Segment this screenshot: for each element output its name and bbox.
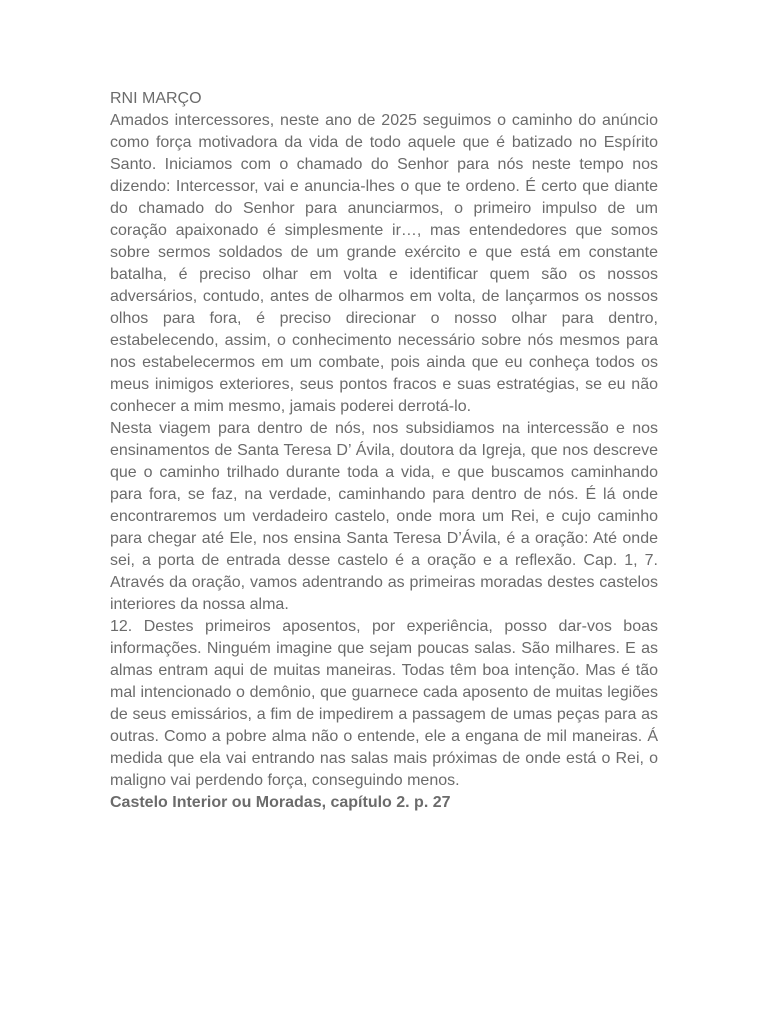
document-heading: RNI MARÇO <box>110 90 202 107</box>
citation-reference: Castelo Interior ou Moradas, capítulo 2. p. 27 <box>110 794 451 811</box>
paragraph-quote: 12. Destes primeiros aposentos, por experiência, posso dar-vos boas informações. Ninguém imagine que sejam poucas salas. São milhares. E as almas entram aqui de muitas maneiras. Todas têm boa intenção. Mas é tão mal intencionado o demônio, que guarnece cada aposento de muitas legiões de seus emissários, a fim de impedirem a passagem de umas peças para as outras. Como a pobre alma não o entende, ele a engana de mil maneiras. Á medida que ela vai entrando nas salas mais próximas de onde está o Rei, o maligno vai perdendo força, conseguindo menos. <box>110 618 658 789</box>
paragraph-journey: Nesta viagem para dentro de nós, nos subsidiamos na intercessão e nos ensinamentos de Santa Teresa D’ Ávila, doutora da Igreja, que nos descreve que o caminho trilhado durante toda a vida, e que buscamos caminhando para fora, se faz, na verdade, caminhando para dentro de nós. É lá onde encontraremos um verdadeiro castelo, onde mora um Rei, e cujo caminho para chegar até Ele, nos ensina Santa Teresa D’Ávila, é a oração: Até onde sei, a porta de entrada desse castelo é a oração e a reflexão. Cap. 1, 7. Através da oração, vamos adentrando as primeiras moradas destes castelos interiores da nossa alma. <box>110 420 658 613</box>
document-page <box>110 88 658 814</box>
paragraph-intro: Amados intercessores, neste ano de 2025 seguimos o caminho do anúncio como força motivadora da vida de todo aquele que é batizado no Espírito Santo. Iniciamos com o chamado do Senhor para nós neste tempo nos dizendo: Intercessor, vai e anuncia-lhes o que te ordeno. É certo que diante do chamado do Senhor para anunciarmos, o primeiro impulso de um coração apaixonado é simplesmente ir…, mas entendedores que somos sobre sermos soldados de um grande exército e que está em constante batalha, é preciso olhar em volta e identificar quem são os nossos adversários, contudo, antes de olharmos em volta, de lançarmos os nossos olhos para fora, é preciso direcionar o nosso olhar para dentro, estabelecendo, assim, o conhecimento necessário sobre nós mesmos para nos estabelecermos em um combate, pois ainda que eu conheça todos os meus inimigos exteriores, seus pontos fracos e suas estratégias, se eu não conhecer a mim mesmo, jamais poderei derrotá-lo. <box>110 112 658 415</box>
